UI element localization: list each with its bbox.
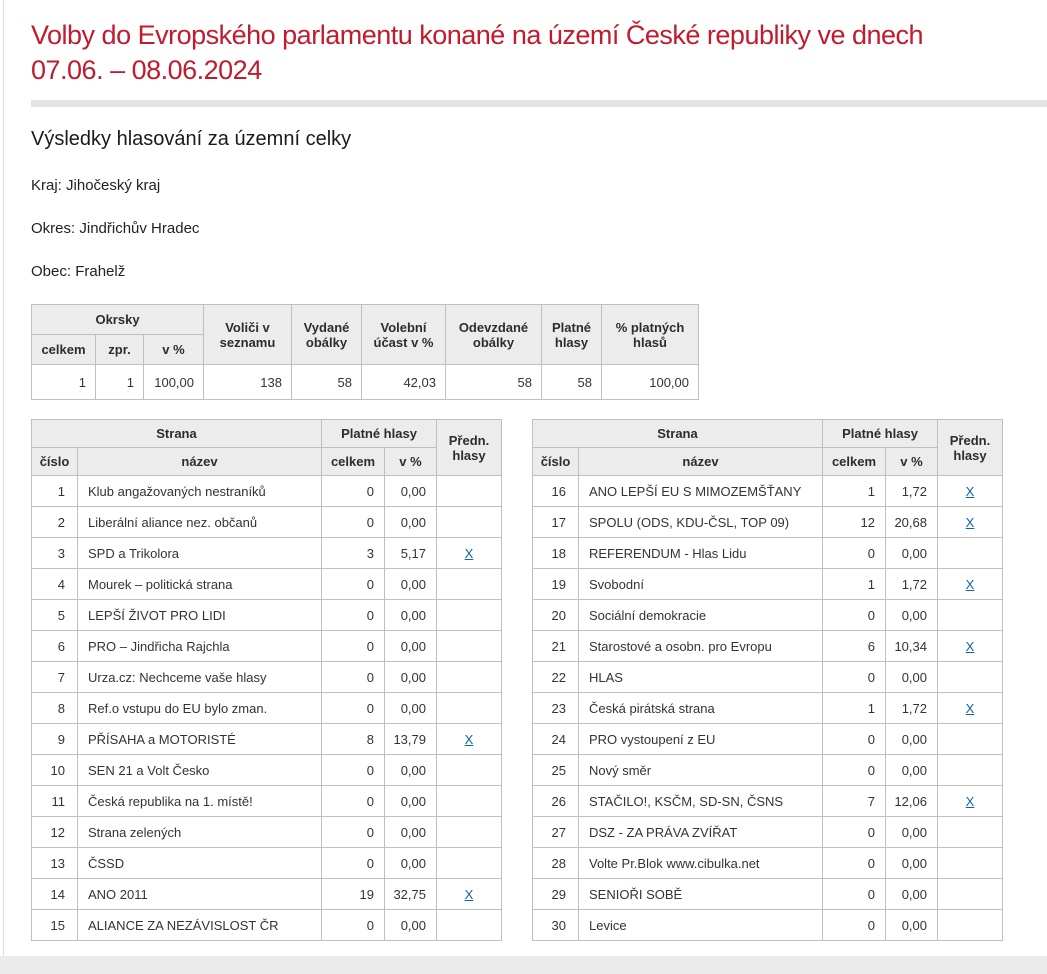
party-number-cell: 15 [32,910,78,941]
party-name-cell: PRO vystoupení z EU [579,724,823,755]
preferential-votes-cell [437,538,502,569]
preferential-votes-cell [938,662,1003,693]
party-name-cell: Levice [579,910,823,941]
party-row [32,786,502,817]
preferential-votes-cell [437,631,502,662]
section-title: Výsledky hlasování za územní celky [31,128,352,150]
party-number-cell: 21 [533,631,579,662]
party-votes-percent-cell: 1,72 [886,569,938,600]
party-row [32,817,502,848]
preferential-votes-cell [437,848,502,879]
preferential-votes-link[interactable]: X [464,731,474,747]
party-name-cell: SPOLU (ODS, KDU-ČSL, TOP 09) [579,507,823,538]
preferential-votes-cell [938,724,1003,755]
region-obec [31,263,1047,280]
party-number-cell: 9 [32,724,78,755]
page-title-line1: Volby do Evropského parlamentu konané na území České republiky ve dnech [31,20,924,50]
party-votes-total-cell: 0 [322,631,385,662]
party-votes-total-cell: 1 [823,476,886,507]
party-name-cell: Urza.cz: Nechceme vaše hlasy [78,662,322,693]
party-votes-percent-cell: 12,06 [886,786,938,817]
party-votes-total-cell: 0 [322,662,385,693]
party-name-cell: Ref.o vstupu do EU bylo zman. [78,693,322,724]
region-kraj-label: Kraj: [31,177,62,194]
party-number-cell: 14 [32,879,78,910]
party-votes-total-cell: 0 [322,693,385,724]
cislo-header: číslo [32,448,78,476]
party-row [533,879,1003,910]
region-obec-value: Frahelž [75,263,126,280]
party-name-cell: DSZ - ZA PRÁVA ZVÍŘAT [579,817,823,848]
party-number-cell: 2 [32,507,78,538]
party-votes-total-cell: 0 [322,476,385,507]
party-number-cell: 6 [32,631,78,662]
party-votes-total-cell: 0 [322,817,385,848]
title-divider [31,100,1047,107]
party-row [32,600,502,631]
party-votes-percent-cell: 0,00 [385,476,437,507]
region-kraj-value: Jihočeský kraj [66,177,161,194]
party-votes-percent-cell: 0,00 [385,507,437,538]
party-table-left [31,419,502,941]
preferential-votes-link[interactable]: X [965,793,975,809]
okrsky-vpct-value: 100,00 [144,365,204,400]
party-votes-percent-cell: 5,17 [385,538,437,569]
party-name-cell: Česká republika na 1. místě! [78,786,322,817]
preferential-votes-link[interactable]: X [965,514,975,530]
platne-hlasy-header: Platné hlasy [542,305,602,365]
party-number-cell: 28 [533,848,579,879]
summary-values-row [32,365,699,400]
party-name-cell: Mourek – politická strana [78,569,322,600]
preferential-votes-cell [437,476,502,507]
party-name-cell: Česká pirátská strana [579,693,823,724]
party-votes-percent-cell: 13,79 [385,724,437,755]
party-number-cell: 26 [533,786,579,817]
party-votes-percent-cell: 0,00 [886,538,938,569]
party-table-body [533,476,1003,941]
party-number-cell: 13 [32,848,78,879]
region-okres [31,220,1047,237]
party-votes-percent-cell: 0,00 [886,910,938,941]
party-number-cell: 18 [533,538,579,569]
party-row [32,631,502,662]
party-votes-percent-cell: 0,00 [385,631,437,662]
party-votes-percent-cell: 0,00 [385,755,437,786]
party-row [533,476,1003,507]
party-name-cell: SENIOŘI SOBĚ [579,879,823,910]
party-votes-percent-cell: 0,00 [385,848,437,879]
page-title-line2: 07.06. – 08.06.2024 [31,55,262,85]
party-votes-total-cell: 0 [823,817,886,848]
party-row [32,848,502,879]
party-name-cell: ČSSD [78,848,322,879]
party-tables [31,419,1047,941]
party-row [533,848,1003,879]
party-votes-total-cell: 19 [322,879,385,910]
party-votes-total-cell: 0 [322,786,385,817]
party-votes-percent-cell: 0,00 [886,724,938,755]
odevzdane-obalky-value: 58 [446,365,542,400]
volici-header: Voliči v seznamu [204,305,292,365]
predn-hlasy-header: Předn. hlasy [437,420,502,476]
party-number-cell: 23 [533,693,579,724]
predn-hlasy-header: Předn. hlasy [938,420,1003,476]
party-votes-total-cell: 0 [322,507,385,538]
party-row [32,879,502,910]
party-row [32,507,502,538]
party-row [32,724,502,755]
party-number-cell: 4 [32,569,78,600]
party-row [32,755,502,786]
preferential-votes-link[interactable]: X [464,886,474,902]
nazev-header: název [78,448,322,476]
party-votes-total-cell: 7 [823,786,886,817]
preferential-votes-cell [437,910,502,941]
nazev-header: název [579,448,823,476]
preferential-votes-cell [938,786,1003,817]
party-row [32,476,502,507]
party-name-cell: Volte Pr.Blok www.cibulka.net [579,848,823,879]
party-votes-total-cell: 8 [322,724,385,755]
preferential-votes-cell [938,631,1003,662]
party-name-cell: Strana zelených [78,817,322,848]
odevzdane-obalky-header: Odevzdané obálky [446,305,542,365]
preferential-votes-cell [437,569,502,600]
vpct-header: v % [886,448,938,476]
page-bottom-band [0,956,1047,974]
preferential-votes-cell [437,817,502,848]
party-votes-percent-cell: 0,00 [385,910,437,941]
preferential-votes-cell [437,662,502,693]
party-votes-percent-cell: 1,72 [886,693,938,724]
party-votes-percent-cell: 20,68 [886,507,938,538]
party-votes-total-cell: 0 [823,600,886,631]
party-number-cell: 17 [533,507,579,538]
okrsky-celkem-header: celkem [32,335,96,365]
party-votes-total-cell: 3 [322,538,385,569]
party-number-cell: 5 [32,600,78,631]
party-row [32,910,502,941]
party-name-cell: SPD a Trikolora [78,538,322,569]
party-number-cell: 24 [533,724,579,755]
party-votes-percent-cell: 0,00 [385,693,437,724]
party-number-cell: 19 [533,569,579,600]
party-votes-total-cell: 0 [322,848,385,879]
celkem-header: celkem [322,448,385,476]
party-votes-total-cell: 0 [322,910,385,941]
preferential-votes-cell [938,600,1003,631]
okrsky-celkem-value: 1 [32,365,96,400]
party-row [32,693,502,724]
party-number-cell: 10 [32,755,78,786]
party-row [533,755,1003,786]
party-number-cell: 25 [533,755,579,786]
platne-hlasy-group-header: Platné hlasy [823,420,938,448]
preferential-votes-link[interactable]: X [965,576,975,592]
party-name-cell: SEN 21 a Volt Česko [78,755,322,786]
party-name-cell: ANO 2011 [78,879,322,910]
party-number-cell: 29 [533,879,579,910]
party-number-cell: 12 [32,817,78,848]
party-number-cell: 8 [32,693,78,724]
party-votes-percent-cell: 0,00 [886,755,938,786]
party-number-cell: 27 [533,817,579,848]
party-number-cell: 7 [32,662,78,693]
party-votes-percent-cell: 0,00 [385,600,437,631]
summary-table [31,304,699,400]
party-votes-percent-cell: 0,00 [385,569,437,600]
party-name-cell: REFERENDUM - Hlas Lidu [579,538,823,569]
page-left-border [3,0,4,956]
preferential-votes-cell [938,569,1003,600]
party-row [533,507,1003,538]
party-table-body [32,476,502,941]
okrsky-group-header: Okrsky [32,305,204,335]
party-votes-percent-cell: 0,00 [886,848,938,879]
party-votes-percent-cell: 0,00 [886,817,938,848]
preferential-votes-cell [437,507,502,538]
celkem-header: celkem [823,448,886,476]
okrsky-vpct-header: v % [144,335,204,365]
party-votes-percent-cell: 0,00 [886,662,938,693]
party-name-cell: Sociální demokracie [579,600,823,631]
page-content [31,0,1047,941]
party-name-cell: Starostové a osobn. pro Evropu [579,631,823,662]
preferential-votes-cell [437,786,502,817]
party-votes-total-cell: 0 [823,879,886,910]
party-votes-percent-cell: 0,00 [886,600,938,631]
party-row [533,817,1003,848]
region-okres-label: Okres: [31,220,76,237]
preferential-votes-cell [938,476,1003,507]
party-row [533,910,1003,941]
region-okres-value: Jindřichův Hradec [79,220,200,237]
party-row [533,569,1003,600]
preferential-votes-cell [938,507,1003,538]
volebni-ucast-header: Volební účast v % [362,305,446,365]
vydane-obalky-header: Vydané obálky [292,305,362,365]
party-votes-total-cell: 1 [823,693,886,724]
party-votes-total-cell: 0 [322,600,385,631]
region-obec-label: Obec: [31,263,72,280]
party-table-right [532,419,1003,941]
party-votes-percent-cell: 0,00 [385,786,437,817]
party-votes-percent-cell: 0,00 [886,879,938,910]
party-votes-percent-cell: 1,72 [886,476,938,507]
party-number-cell: 22 [533,662,579,693]
vpct-header: v % [385,448,437,476]
volebni-ucast-value: 42,03 [362,365,446,400]
party-votes-total-cell: 0 [823,848,886,879]
preferential-votes-cell [938,879,1003,910]
party-row [32,662,502,693]
strana-header: Strana [533,420,823,448]
party-name-cell: Nový směr [579,755,823,786]
party-votes-percent-cell: 0,00 [385,662,437,693]
party-votes-total-cell: 0 [823,724,886,755]
preferential-votes-cell [938,693,1003,724]
party-number-cell: 20 [533,600,579,631]
party-name-cell: PRO – Jindřicha Rajchla [78,631,322,662]
preferential-votes-link[interactable]: X [965,638,975,654]
preferential-votes-cell [938,910,1003,941]
party-number-cell: 3 [32,538,78,569]
preferential-votes-cell [437,879,502,910]
platne-hlasy-group-header: Platné hlasy [322,420,437,448]
party-name-cell: ALIANCE ZA NEZÁVISLOST ČR [78,910,322,941]
party-votes-percent-cell: 32,75 [385,879,437,910]
party-name-cell: LEPŠÍ ŽIVOT PRO LIDI [78,600,322,631]
party-row [533,662,1003,693]
party-number-cell: 11 [32,786,78,817]
party-row [533,631,1003,662]
party-votes-total-cell: 0 [823,910,886,941]
party-row [533,786,1003,817]
party-row [533,600,1003,631]
party-votes-total-cell: 0 [322,755,385,786]
party-row [533,724,1003,755]
preferential-votes-cell [437,755,502,786]
party-number-cell: 16 [533,476,579,507]
party-votes-total-cell: 0 [823,755,886,786]
party-votes-percent-cell: 10,34 [886,631,938,662]
vydane-obalky-value: 58 [292,365,362,400]
volici-value: 138 [204,365,292,400]
party-row [32,538,502,569]
party-name-cell: Svobodní [579,569,823,600]
party-name-cell: HLAS [579,662,823,693]
party-votes-total-cell: 6 [823,631,886,662]
party-row [533,693,1003,724]
preferential-votes-link[interactable]: X [965,483,975,499]
party-name-cell: PŘÍSAHA a MOTORISTÉ [78,724,322,755]
party-votes-total-cell: 0 [823,662,886,693]
party-name-cell: Klub angažovaných nestraníků [78,476,322,507]
party-votes-total-cell: 0 [322,569,385,600]
preferential-votes-link[interactable]: X [464,545,474,561]
party-number-cell: 1 [32,476,78,507]
party-row [32,569,502,600]
platne-hlasy-value: 58 [542,365,602,400]
party-number-cell: 30 [533,910,579,941]
preferential-votes-cell [938,848,1003,879]
preferential-votes-link[interactable]: X [965,700,975,716]
party-votes-total-cell: 12 [823,507,886,538]
preferential-votes-cell [437,724,502,755]
preferential-votes-cell [437,600,502,631]
preferential-votes-cell [938,755,1003,786]
party-name-cell: Liberální aliance nez. občanů [78,507,322,538]
party-name-cell: ANO LEPŠÍ EU S MIMOZEMŠŤANY [579,476,823,507]
strana-header: Strana [32,420,322,448]
pct-platnych-header: % platných hlasů [602,305,699,365]
preferential-votes-cell [938,817,1003,848]
party-votes-total-cell: 0 [823,538,886,569]
cislo-header: číslo [533,448,579,476]
preferential-votes-cell [437,693,502,724]
party-votes-total-cell: 1 [823,569,886,600]
party-row [533,538,1003,569]
okrsky-zpr-value: 1 [96,365,144,400]
okrsky-zpr-header: zpr. [96,335,144,365]
region-kraj [31,177,1047,194]
party-name-cell: STAČILO!, KSČM, SD-SN, ČSNS [579,786,823,817]
pct-platnych-value: 100,00 [602,365,699,400]
page-title [31,18,1047,88]
party-votes-percent-cell: 0,00 [385,817,437,848]
preferential-votes-cell [938,538,1003,569]
